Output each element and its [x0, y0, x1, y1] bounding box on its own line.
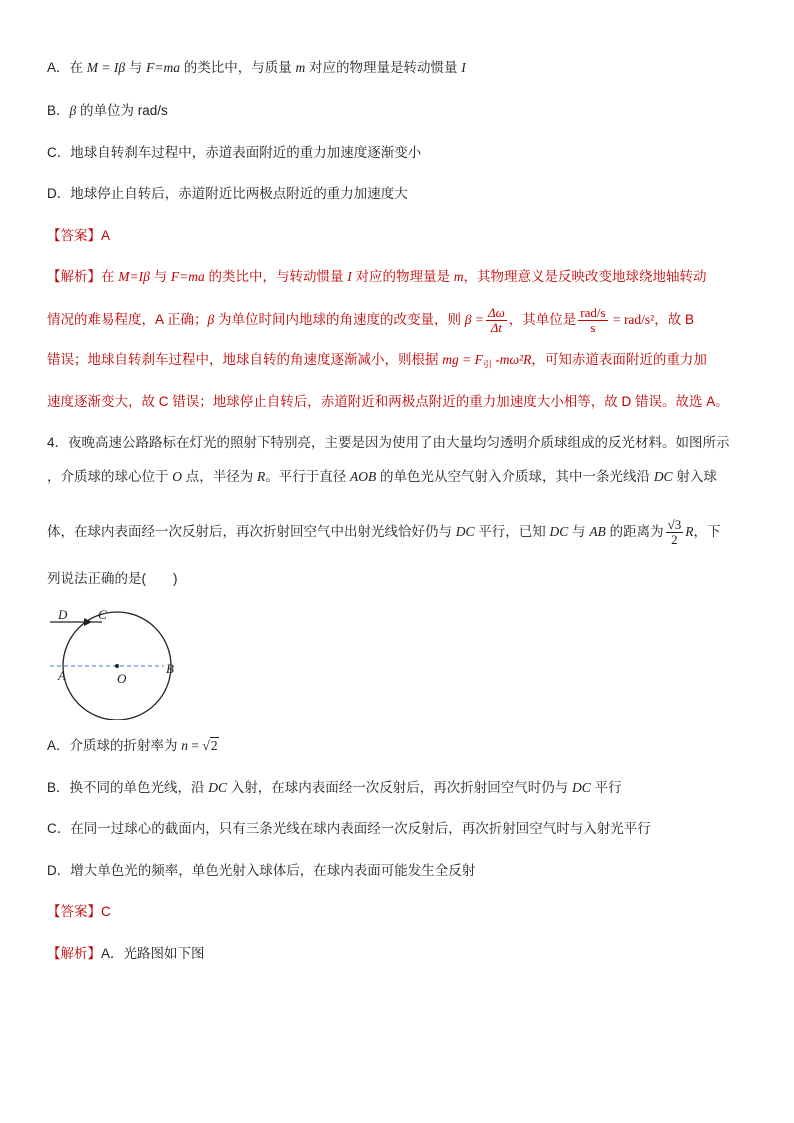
- text: 体，在球内表面经一次反射后，再次折射回空气中出射光线恰好仍与: [47, 524, 456, 540]
- analysis-text: A．光路图如下图: [101, 946, 205, 961]
- q4-stem-line-4: 列说法正确的是( ): [47, 571, 178, 586]
- text: A．介质球的折射率为: [47, 738, 182, 753]
- formula: -mω²R: [491, 352, 532, 367]
- denominator: Δt: [486, 320, 507, 335]
- label-c: C: [98, 607, 107, 622]
- q3-option-b: [47, 101, 168, 121]
- text: ，其单位是: [508, 312, 577, 328]
- numerator: √3: [667, 517, 682, 532]
- fraction-delta-omega-over-delta-t: [486, 306, 507, 335]
- q4-option-a: [47, 736, 219, 756]
- text: 。平行于直径: [265, 469, 351, 484]
- sphere-diagram: [46, 602, 186, 720]
- q3-analysis-line-4: 速度逐渐变大，故 C 错误；地球停止自转后，赤道附近和两极点附近的重力加速度大小相等，故 D 错误。故选 A。: [47, 394, 729, 409]
- q4-answer: [47, 902, 111, 922]
- symbol: DC: [208, 780, 228, 795]
- formula-m-i-beta: M = Iβ: [86, 60, 126, 75]
- symbol: DC: [455, 524, 475, 540]
- q4-option-b: [47, 778, 622, 798]
- symbol: R: [257, 469, 266, 484]
- text: 在: [101, 269, 119, 284]
- radicand: 2: [210, 738, 218, 753]
- analysis-tag: 【解析】: [47, 269, 101, 284]
- text: 与: [568, 524, 590, 540]
- q3-option-a: [47, 58, 466, 78]
- answer-tag: 【答案】: [47, 228, 101, 243]
- text: 对应的物理量是: [351, 269, 454, 284]
- text: 为单位时间内地球的角速度的改变量，则: [214, 312, 465, 328]
- text: 错误；地球自转刹车过程中，地球自转的角速度逐渐减小，则根据: [47, 352, 443, 367]
- q3-analysis-line-1: [47, 267, 707, 287]
- center-point: [115, 664, 119, 668]
- text: 的单色光从空气射入介质球，其中一条光线沿: [376, 469, 654, 484]
- symbol-beta: β: [69, 103, 77, 118]
- q3-answer: [47, 226, 110, 246]
- symbol: DC: [549, 524, 569, 540]
- formula-f-ma: F=ma: [146, 60, 180, 75]
- symbol: AB: [589, 524, 606, 540]
- text: 射入球: [672, 469, 717, 484]
- formula: F=ma: [170, 269, 205, 284]
- text: 的单位为 rad/s: [76, 103, 168, 118]
- label-a: A: [58, 668, 66, 683]
- answer-value: A: [101, 228, 111, 243]
- q4-option-c: C．在同一过球心的截面内，只有三条光线在球内表面经一次反射后，再次折射回空气时与入射光平行: [47, 821, 651, 836]
- text: 与: [149, 269, 171, 284]
- symbol: m: [453, 269, 464, 284]
- q4-stem-line-2: [47, 467, 717, 487]
- formula: β =: [464, 312, 484, 328]
- label-d: D: [58, 607, 68, 622]
- answer-tag: 【答案】: [47, 904, 101, 919]
- text: ，介质球的球心位于: [47, 469, 173, 484]
- text: ，下: [693, 524, 721, 540]
- subscript: 引: [482, 359, 492, 370]
- q4-analysis: [47, 944, 205, 964]
- text: 平行: [590, 780, 622, 795]
- text: 点，半径为: [182, 469, 258, 484]
- q3-option-c: C．地球自转刹车过程中，赤道表面附近的重力加速度逐渐变小: [47, 145, 422, 160]
- denominator: s: [578, 320, 607, 335]
- text: B．换不同的单色光线，沿: [47, 780, 209, 795]
- q3-analysis-line-3: [47, 350, 707, 375]
- numerator: Δω: [487, 305, 505, 320]
- text: 的类比中，与转动惯量: [204, 269, 348, 284]
- text: =: [188, 738, 203, 753]
- label-o: O: [117, 671, 127, 686]
- formula: mg = F: [442, 352, 483, 367]
- option-b-prefix: B．: [47, 103, 70, 118]
- q3-analysis-line-2: [47, 306, 694, 335]
- numerator: rad/s: [580, 305, 606, 320]
- answer-value: C: [101, 904, 111, 919]
- option-a-prefix: A．在: [47, 60, 87, 75]
- sqrt-expression: √2: [202, 738, 218, 753]
- q3-option-d: D．地球停止自转后，赤道附近比两极点附近的重力加速度大: [47, 186, 408, 201]
- label-b: B: [166, 661, 174, 676]
- q4-stem-line-3: [47, 518, 720, 547]
- text: ，可知赤道表面附近的重力加: [531, 352, 707, 367]
- symbol-m: m: [295, 60, 306, 75]
- symbol: I: [347, 269, 352, 284]
- q4-option-d: D．增大单色光的频率，单色光射入球体后，在球内表面可能发生全反射: [47, 863, 476, 878]
- symbol-i: I: [461, 60, 466, 75]
- symbol-n: n: [181, 738, 189, 753]
- analysis-tag: 【解析】: [47, 946, 101, 961]
- q4-stem-line-1: 4．夜晚高速公路路标在灯光的照射下特别亮，主要是因为使用了由大量均匀透明介质球组成的反光材料。如图所示: [47, 435, 730, 450]
- text: 对应的物理量是转动惯量: [305, 60, 462, 75]
- symbol: DC: [653, 469, 673, 484]
- text: 与: [125, 60, 147, 75]
- text: ，故 B: [654, 312, 694, 328]
- symbol: AOB: [350, 469, 377, 484]
- symbol: O: [172, 469, 183, 484]
- text: 入射，在球内表面经一次反射后，再次折射回空气时仍与: [227, 780, 573, 795]
- symbol: β: [207, 312, 215, 328]
- symbol: R: [685, 524, 694, 540]
- fraction-sqrt3-over-2: [666, 518, 684, 547]
- text: ，其物理意义是反映改变地球绕地轴转动: [463, 269, 707, 284]
- text: 的类比中，与质量: [179, 60, 296, 75]
- text: 平行，已知: [474, 524, 550, 540]
- formula: = rad/s²: [609, 312, 655, 328]
- text: 情况的难易程度，A 正确；: [47, 312, 208, 328]
- text: 的距离为: [605, 524, 664, 540]
- symbol: DC: [572, 780, 591, 795]
- denominator: 2: [666, 532, 684, 547]
- fraction-unit: [578, 306, 607, 335]
- formula: M=Iβ: [118, 269, 150, 284]
